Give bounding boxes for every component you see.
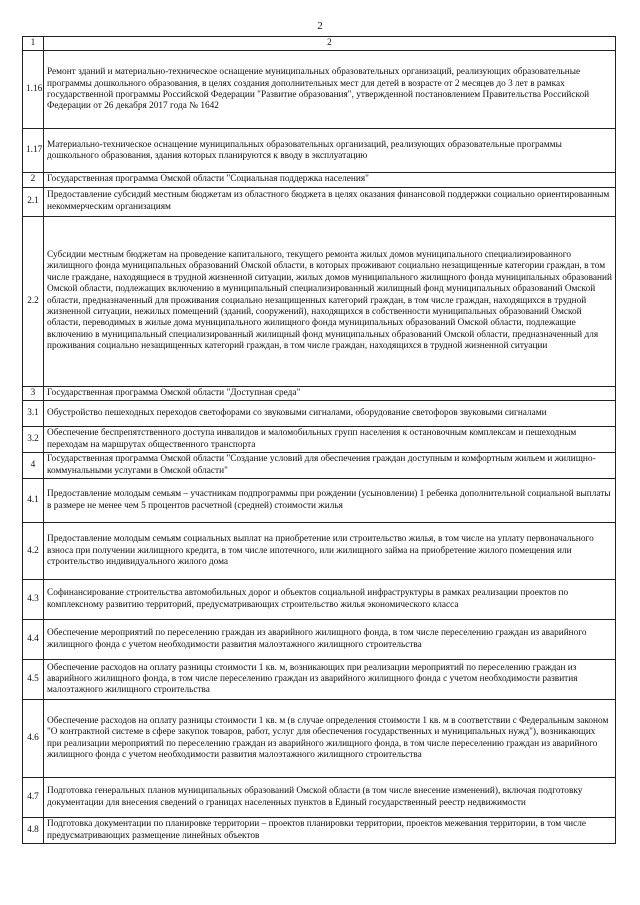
row-text: Обеспечение расходов на оплату разницы стоимости 1 кв. м (в случае определения стоимости 1 кв. м в соответствии с Федеральным законом "О контрактной системе в сфере закупок товаров, работ, услуг для обеспечения государственных и муниципальных нужд"), возникающих при реализации мероприятий по переселению граждан из аварийного жилищного фонда, в том числе переселению граждан из аварийного жилищного фонда с учетом необходимости развития малоэтажного жилищного строительства <box>44 700 616 778</box>
table-row <box>23 173 616 187</box>
row-text: Подготовка документации по планировке территории – проектов планировки территории, проектов межевания территории, в том числе предусматривающих размещение линейных объектов <box>44 818 616 844</box>
row-text: Государственная программа Омской области "Социальная поддержка населения" <box>44 173 616 187</box>
row-text: Подготовка генеральных планов муниципальных образований Омской области (в том числе внесение изменений), включая подготовку документации для внесения сведений о границах населенных пунктов в Единый государственный реестр недвижимости <box>44 778 616 818</box>
row-number: 2 <box>23 173 44 187</box>
table-row <box>23 523 616 580</box>
table-row <box>23 216 616 386</box>
row-text: Государственная программа Омской области "Создание условий для обеспечения граждан доступным и комфортным жильем и жилищно-коммунальными услугами в Омской области" <box>44 453 616 479</box>
row-text: Обеспечение расходов на оплату разницы стоимости 1 кв. м, возникающих при реализации мероприятий по переселению граждан из аварийного жилищного фонда, в том числе переселению граждан из аварийного жилищного фонда с учетом необходимости развития малоэтажного жилищного строительства <box>44 660 616 700</box>
row-text: Предоставление молодым семьям – участникам подпрограммы при рождении (усыновлении) 1 ребенка дополнительной социальной выплаты в размере не менее чем 5 процентов расчетной (средней) стоимости жилья <box>44 479 616 523</box>
table-row <box>23 453 616 479</box>
row-number: 4 <box>23 453 44 479</box>
table-row <box>23 187 616 216</box>
row-text: Софинансирование строительства автомобильных дорог и объектов социальной инфраструктуры в рамках реализации проектов по комплексному развитию территорий, предусматривающих строительство жилья экономического класса <box>44 580 616 620</box>
table-row <box>23 778 616 818</box>
row-number: 2.1 <box>23 187 44 216</box>
row-number: 4.5 <box>23 660 44 700</box>
row-text: Предоставление молодым семьям социальных выплат на приобретение или строительство жилья, в том числе на уплату первоначального взноса при получении жилищного кредита, в том числе ипотечного, или жилищного займа на приобретение жилого помещения или строительство индивидуального жилого дома <box>44 523 616 580</box>
row-number: 2.2 <box>23 216 44 386</box>
row-text: Предоставление субсидий местным бюджетам из областного бюджета в целях оказания финансовой поддержки социально ориентированным некоммерческим организациям <box>44 187 616 216</box>
header-col-2: 2 <box>44 37 616 51</box>
table-row <box>23 401 616 427</box>
table-row <box>23 580 616 620</box>
row-text: Обустройство пешеходных переходов светофорами со звуковыми сигналами, оборудование светофоров звуковыми сигналами <box>44 401 616 427</box>
table-row <box>23 386 616 400</box>
row-text: Материально-техническое оснащение муниципальных образовательных организаций, реализующих образовательные программы дошкольного образования, здания которых планируются к вводу в эксплуатацию <box>44 129 616 173</box>
row-number: 4.6 <box>23 700 44 778</box>
row-number: 4.8 <box>23 818 44 844</box>
row-number: 4.1 <box>23 479 44 523</box>
row-number: 3.1 <box>23 401 44 427</box>
table-row <box>23 700 616 778</box>
row-text: Государственная программа Омской области "Доступная среда" <box>44 386 616 400</box>
row-number: 1.17 <box>23 129 44 173</box>
table-row <box>23 129 616 173</box>
table-header-row <box>23 37 616 51</box>
row-text: Субсидии местным бюджетам на проведение капитального, текущего ремонта жилых домов муниципального специализированного жилищного фонда муниципальных образований Омской области, в которых проживают социально незащищенные категории граждан, в том числе граждане, находящиеся в трудной жизненной ситуации, жилых домов муниципального жилищного фонда муниципальных образований Омской области, подлежащих включению в муниципальный специализированный жилищный фонд муниципальных образований Омской области, предназначенный для проживания социально незащищенных категорий граждан, в том числе граждан, находящихся в трудной жизненной ситуации, нежилых помещений (зданий, сооружений), находящихся в собственности муниципальных образований Омской области, переводимых в жилые дома муниципального жилищного фонда муниципальных образований Омской области, подлежащие включению в муниципальный специализированный жилищный фонд муниципальных образований Омской области, предназначенный для проживания социально незащищенных категорий граждан, в том числе граждан, находящихся в трудной жизненной ситуации <box>44 216 616 386</box>
row-number: 1.16 <box>23 51 44 129</box>
table-row <box>23 427 616 453</box>
table-row <box>23 818 616 844</box>
row-number: 3 <box>23 386 44 400</box>
page-number: 2 <box>317 20 323 32</box>
table-row <box>23 620 616 660</box>
row-number: 3.2 <box>23 427 44 453</box>
table-row <box>23 660 616 700</box>
row-number: 4.3 <box>23 580 44 620</box>
header-col-1: 1 <box>23 37 44 51</box>
row-text: Обеспечение мероприятий по переселению граждан из аварийного жилищного фонда, в том числе переселению граждан из аварийного жилищного фонда с учетом необходимости развития малоэтажного жилищного строительства <box>44 620 616 660</box>
programs-table <box>22 36 616 844</box>
table-row <box>23 51 616 129</box>
row-number: 4.7 <box>23 778 44 818</box>
row-number: 4.4 <box>23 620 44 660</box>
row-text: Обеспечение беспрепятственного доступа инвалидов и маломобильных групп населения к остановочным комплексам и пешеходным переходам на маршрутах общественного транспорта <box>44 427 616 453</box>
table-row <box>23 479 616 523</box>
row-text: Ремонт зданий и материально-техническое оснащение муниципальных образовательных организаций, реализующих образовательные программы дошкольного образования, в целях создания дополнительных мест для детей в возрасте от 2 месяцев до 3 лет в рамках государственной программы Российской Федерации "Развитие образования", утвержденной постановлением Правительства Российской Федерации от 26 декабря 2017 года № 1642 <box>44 51 616 129</box>
row-number: 4.2 <box>23 523 44 580</box>
